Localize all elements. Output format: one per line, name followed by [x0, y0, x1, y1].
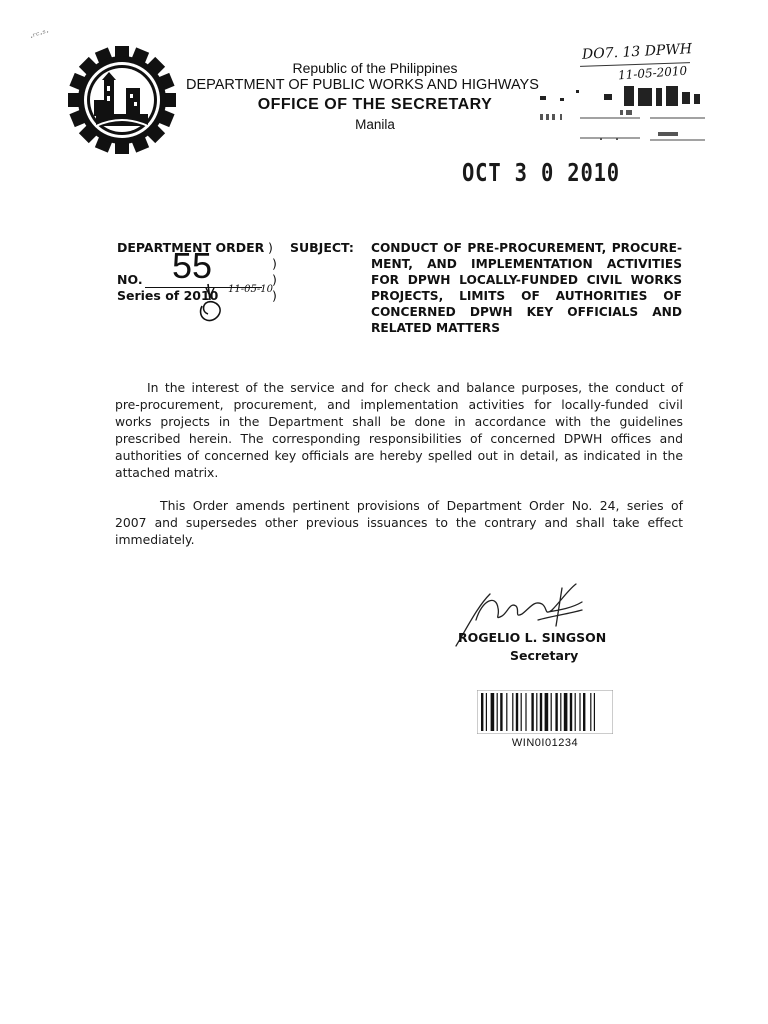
body-paragraph-1 [115, 379, 683, 481]
city-name: Manila [355, 117, 395, 132]
barcode-bar [531, 693, 533, 731]
series-handwritten-note: 11-05-10 [228, 284, 273, 295]
paragraph-line: In the interest of the service and for check and balance purposes, the conduct of [147, 380, 683, 395]
department-order-label: DEPARTMENT ORDER [117, 240, 265, 255]
country-name: Republic of the Philippines [292, 60, 458, 76]
barcode-bar [512, 693, 513, 731]
barcode-bar [521, 693, 522, 731]
order-number: 55 [172, 245, 213, 286]
subject-line: CONCERNED DPWH KEY OFFICIALS AND [371, 305, 682, 319]
subject-line: PROJECTS, LIMITS OF AUTHORITIES OF [371, 289, 682, 303]
subject-text [371, 240, 682, 336]
paragraph-line: authorities of concerned key officials are hereby spelled out in detail, as indicated in the [115, 448, 683, 463]
subject-line: CONDUCT OF PRE-PROCUREMENT, PROCURE- [371, 241, 682, 255]
paren-3: ) [272, 272, 277, 287]
barcode-bar [560, 693, 561, 731]
series-label: Series of 2010 [117, 288, 219, 303]
paragraph-line: pre-procurement, procurement, and implementation activities for locally-funded civil [115, 397, 683, 412]
barcode-bar [575, 693, 576, 731]
barcode-bar [481, 693, 483, 731]
barcode-bar [590, 693, 591, 731]
corner-scribble: ·ʳᶜ·ˢ· [28, 27, 52, 44]
barcode-bar [497, 693, 498, 731]
barcode-bar [540, 693, 542, 731]
barcode-bar [551, 693, 552, 731]
barcode-bar [491, 693, 495, 731]
handwritten-date: 11-05-2010 [617, 63, 688, 83]
handwritten-loop-mark [196, 282, 230, 328]
paren-4: ) [272, 288, 277, 303]
barcode-bar [594, 693, 595, 731]
body-paragraph-2 [115, 497, 683, 548]
paren-2: ) [272, 256, 277, 271]
subject-line: FOR DPWH LOCALLY-FUNDED CIVIL WORKS [371, 273, 682, 287]
paragraph-line: This Order amends pertinent provisions of Department Order No. 24, series of [160, 498, 683, 513]
subject-line: RELATED MATTERS [371, 321, 500, 335]
paragraph-line: attached matrix. [115, 465, 219, 480]
paragraph-line: works projects in the Department shall be done in accordance with the guidelines [115, 414, 683, 429]
barcode-bar [579, 693, 580, 731]
barcode-bar [570, 693, 572, 731]
barcode-bar [564, 693, 568, 731]
receiving-stamp [520, 76, 710, 156]
barcode-bar [516, 693, 518, 731]
barcode-number: WIN0I01234 [511, 737, 579, 749]
paragraph-line: immediately. [115, 532, 195, 547]
barcode-bar [536, 693, 537, 731]
order-no-label: NO. [117, 272, 143, 287]
barcode-bar [525, 693, 526, 731]
handwritten-reference: DO7. 13 DPWH [581, 41, 693, 63]
document-barcode [477, 690, 613, 734]
barcode-bar [486, 693, 487, 731]
paragraph-line: prescribed herein. The corresponding responsibilities of concerned DPWH offices and [115, 431, 683, 446]
subject-line: MENT, AND IMPLEMENTATION ACTIVITIES [371, 257, 682, 271]
subject-label: SUBJECT: [290, 240, 354, 255]
paren-1: ) [268, 240, 273, 255]
barcode-bar [555, 693, 557, 731]
department-name: DEPARTMENT OF PUBLIC WORKS AND HIGHWAYS [186, 77, 539, 93]
office-name: OFFICE OF THE SECRETARY [257, 96, 493, 113]
barcode-bar [500, 693, 502, 731]
signatory-name: ROGELIO L. SINGSON [458, 630, 607, 645]
paragraph-line: 2007 and supersedes other previous issuances to the contrary and shall take effect [115, 515, 683, 530]
signatory-title: Secretary [510, 648, 579, 663]
date-stamp: OCT 3 0 2010 [462, 158, 620, 187]
barcode-bar [583, 693, 585, 731]
barcode-bar [506, 693, 507, 731]
barcode-bar [545, 693, 549, 731]
dpwh-seal-logo [66, 44, 178, 156]
